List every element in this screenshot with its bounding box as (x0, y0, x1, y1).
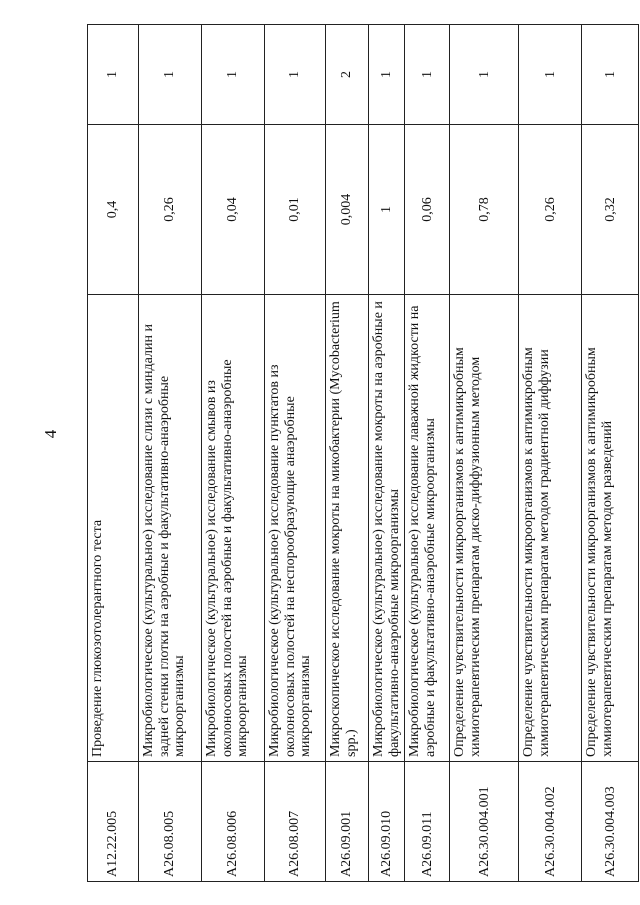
frequency-value: 0,04 (202, 125, 265, 295)
services-table (87, 24, 639, 882)
service-name: Проведение глюкозотолерантного теста (88, 295, 139, 762)
service-code: A26.08.007 (265, 762, 326, 882)
service-code: A26.09.010 (369, 762, 405, 882)
service-code: A26.30.004.002 (519, 762, 582, 882)
service-name: Микроскопическое исследование мокроты на микобактерии (Mycobacterium spp.) (326, 295, 369, 762)
frequency-value: 0,26 (519, 125, 582, 295)
table-row (88, 25, 139, 882)
table-row (369, 25, 405, 882)
service-name: Определение чувствительности микроорганизмов к антимикробным химиотерапевтическим препаратам диско-диффузионным методом (450, 295, 519, 762)
frequency-value: 1 (369, 125, 405, 295)
table-row (202, 25, 265, 882)
service-name: Микробиологическое (культуральное) исследование слизи с миндалин и задней стенки глотки на аэробные и факультативно-анаэробные микроорганизмы (139, 295, 202, 762)
multiplicity-value: 1 (139, 25, 202, 125)
frequency-value: 0,78 (450, 125, 519, 295)
multiplicity-value: 1 (405, 25, 450, 125)
table-row (519, 25, 582, 882)
multiplicity-value: 2 (326, 25, 369, 125)
frequency-value: 0,06 (405, 125, 450, 295)
frequency-value: 0,26 (139, 125, 202, 295)
multiplicity-value: 1 (369, 25, 405, 125)
table-row (139, 25, 202, 882)
service-code: A12.22.005 (88, 762, 139, 882)
service-code: A26.09.011 (405, 762, 450, 882)
multiplicity-value: 1 (582, 25, 639, 125)
table-row (326, 25, 369, 882)
service-name: Микробиологическое (культуральное) исследование смывов из околоносовых полостей на аэробные и факультативно-анаэробные микроорганизмы (202, 295, 265, 762)
table-row (450, 25, 519, 882)
service-code: A26.08.005 (139, 762, 202, 882)
multiplicity-value: 1 (519, 25, 582, 125)
service-name: Микробиологическое (культуральное) исследование мокроты на аэробные и факультативно-анаэробные микроорганизмы (369, 295, 405, 762)
table-row (582, 25, 639, 882)
service-name: Микробиологическое (культуральное) исследование лаважной жидкости на аэробные и факультативно-анаэробные микроорганизмы (405, 295, 450, 762)
multiplicity-value: 1 (450, 25, 519, 125)
service-code: A26.30.004.001 (450, 762, 519, 882)
service-name: Определение чувствительности микроорганизмов к антимикробным химиотерапевтическим препаратам методом градиентной диффузии (519, 295, 582, 762)
frequency-value: 0,01 (265, 125, 326, 295)
service-code: A26.09.001 (326, 762, 369, 882)
frequency-value: 0,4 (88, 125, 139, 295)
multiplicity-value: 1 (88, 25, 139, 125)
table-row (405, 25, 450, 882)
service-name: Микробиологическое (культуральное) исследование пунктатов из околоносовых полостей на неспорообразующие анаэробные микроорганизмы (265, 295, 326, 762)
frequency-value: 0,004 (326, 125, 369, 295)
multiplicity-value: 1 (265, 25, 326, 125)
multiplicity-value: 1 (202, 25, 265, 125)
table-row (265, 25, 326, 882)
service-code: A26.08.006 (202, 762, 265, 882)
service-code: A26.30.004.003 (582, 762, 639, 882)
services-table-container (87, 25, 618, 882)
page-number: 4 (41, 429, 60, 439)
service-name: Определение чувствительности микроорганизмов к антимикробным химиотерапевтическим препаратам методом разведений (582, 295, 639, 762)
frequency-value: 0,32 (582, 125, 639, 295)
